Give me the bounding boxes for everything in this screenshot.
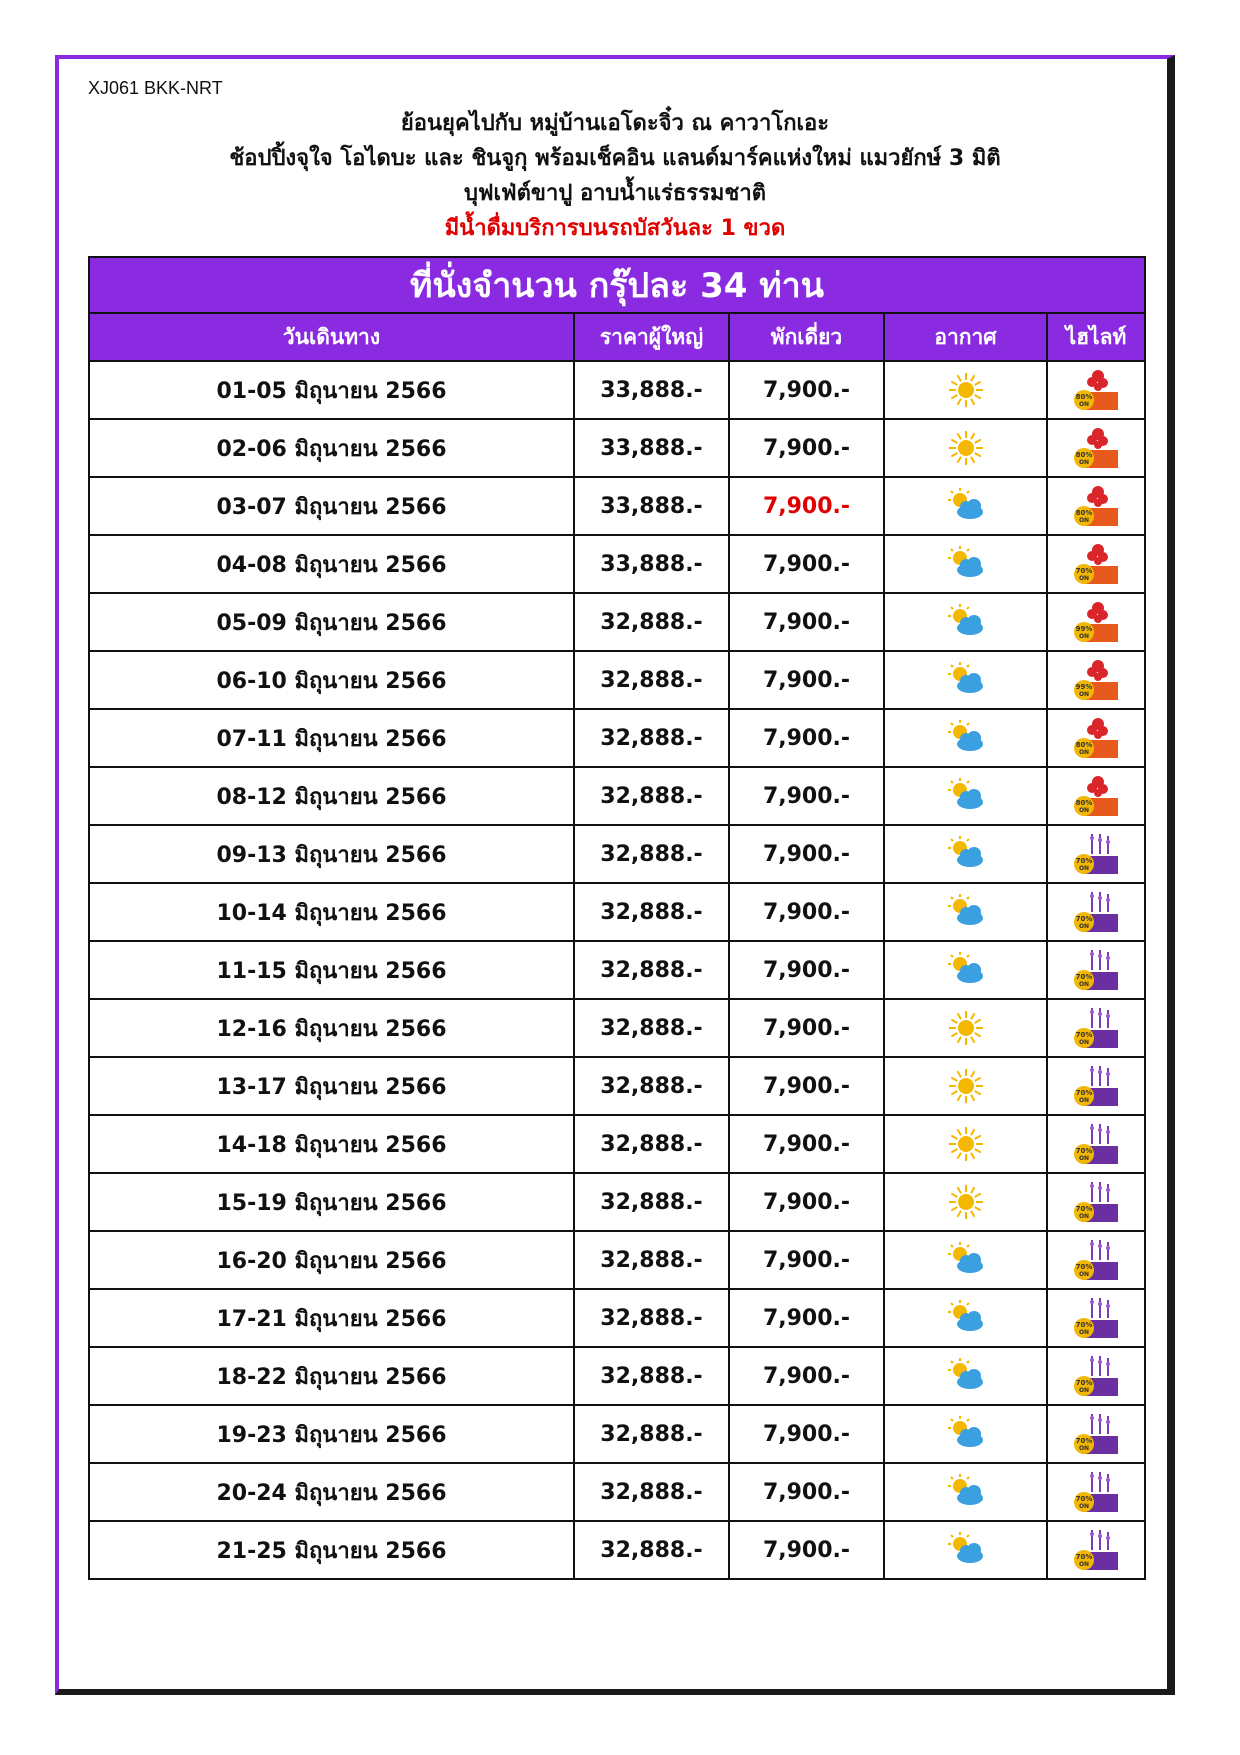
single-supplement: 7,900.-: [729, 825, 884, 883]
flower-highlight-icon: [1072, 656, 1120, 704]
highlight-cell: [1047, 477, 1145, 535]
table-row: [89, 1173, 1145, 1231]
table-row: [89, 883, 1145, 941]
svg-text:ON: ON: [1078, 1561, 1090, 1568]
adult-price: 32,888.-: [574, 1521, 729, 1579]
lavender-highlight-icon: [1072, 1062, 1120, 1110]
single-supplement: 7,900.-: [729, 709, 884, 767]
sun-icon: [946, 1008, 986, 1048]
adult-price: 32,888.-: [574, 941, 729, 999]
highlight-cell: [1047, 999, 1145, 1057]
single-supplement: 7,900.-: [729, 999, 884, 1057]
weather-cell: [884, 767, 1047, 825]
weather-cell: [884, 1347, 1047, 1405]
highlight-cell: [1047, 419, 1145, 477]
highlight-cell: [1047, 1347, 1145, 1405]
single-supplement: 7,900.-: [729, 883, 884, 941]
highlight-cell: [1047, 883, 1145, 941]
svg-text:70%: 70%: [1075, 1379, 1093, 1387]
travel-date: 12-16 มิถุนายน 2566: [89, 999, 574, 1057]
highlight-cell: [1047, 825, 1145, 883]
travel-date: 07-11 มิถุนายน 2566: [89, 709, 574, 767]
weather-cell: [884, 1057, 1047, 1115]
travel-date: 15-19 มิถุนายน 2566: [89, 1173, 574, 1231]
svg-text:ON: ON: [1078, 923, 1090, 930]
table-row: [89, 1057, 1145, 1115]
svg-text:ON: ON: [1078, 981, 1090, 988]
lavender-highlight-icon: [1072, 830, 1120, 878]
adult-price: 32,888.-: [574, 1405, 729, 1463]
table-row: [89, 419, 1145, 477]
svg-text:80%: 80%: [1075, 741, 1093, 749]
table-row: [89, 1521, 1145, 1579]
svg-text:ON: ON: [1078, 401, 1090, 408]
table-row: [89, 651, 1145, 709]
svg-text:ON: ON: [1078, 459, 1090, 466]
adult-price: 32,888.-: [574, 883, 729, 941]
header-line-2: ช้อปปิ้งจุใจ โอไดบะ และ ชินจูกุ พร้อมเช็คอิน แลนด์มาร์คแห่งใหม่ แมวยักษ์ 3 มิติ: [229, 146, 1001, 171]
svg-text:ON: ON: [1078, 1271, 1090, 1278]
weather-cell: [884, 941, 1047, 999]
flower-highlight-icon: [1072, 540, 1120, 588]
cloud-sun-icon: [946, 486, 986, 526]
svg-text:70%: 70%: [1075, 567, 1093, 575]
sun-icon: [946, 1124, 986, 1164]
highlight-cell: [1047, 1057, 1145, 1115]
svg-text:70%: 70%: [1075, 1495, 1093, 1503]
adult-price: 32,888.-: [574, 1463, 729, 1521]
flower-highlight-icon: [1072, 714, 1120, 762]
cloud-sun-icon: [946, 892, 986, 932]
weather-cell: [884, 361, 1047, 419]
weather-cell: [884, 1173, 1047, 1231]
travel-date: 17-21 มิถุนายน 2566: [89, 1289, 574, 1347]
svg-text:ON: ON: [1078, 1155, 1090, 1162]
svg-text:80%: 80%: [1075, 509, 1093, 517]
flower-highlight-icon: [1072, 366, 1120, 414]
single-supplement: 7,900.-: [729, 941, 884, 999]
single-supplement: 7,900.-: [729, 593, 884, 651]
weather-cell: [884, 1521, 1047, 1579]
adult-price: 33,888.-: [574, 535, 729, 593]
lavender-highlight-icon: [1072, 1004, 1120, 1052]
flower-highlight-icon: [1072, 772, 1120, 820]
travel-date: 08-12 มิถุนายน 2566: [89, 767, 574, 825]
table-row: [89, 1347, 1145, 1405]
header-line-3: บุฟเฟ่ต์ขาปู อาบน้ำแร่ธรรมชาติ: [464, 181, 766, 206]
highlight-cell: [1047, 1463, 1145, 1521]
weather-cell: [884, 419, 1047, 477]
adult-price: 32,888.-: [574, 1057, 729, 1115]
svg-text:70%: 70%: [1075, 973, 1093, 981]
table-row: [89, 593, 1145, 651]
single-supplement: 7,900.-: [729, 1057, 884, 1115]
svg-text:70%: 70%: [1075, 857, 1093, 865]
adult-price: 32,888.-: [574, 1347, 729, 1405]
single-supplement: 7,900.-: [729, 651, 884, 709]
svg-text:80%: 80%: [1075, 451, 1093, 459]
flower-highlight-icon: [1072, 424, 1120, 472]
weather-cell: [884, 535, 1047, 593]
cloud-sun-icon: [946, 776, 986, 816]
highlight-cell: [1047, 1231, 1145, 1289]
svg-text:70%: 70%: [1075, 1147, 1093, 1155]
table-row: [89, 825, 1145, 883]
svg-text:ON: ON: [1078, 517, 1090, 524]
lavender-highlight-icon: [1072, 1120, 1120, 1168]
single-supplement: 7,900.-: [729, 1115, 884, 1173]
svg-text:ON: ON: [1078, 1387, 1090, 1394]
table-banner: ที่นั่งจำนวน กรุ๊ปละ 34 ท่าน: [89, 257, 1145, 313]
svg-text:ON: ON: [1078, 1329, 1090, 1336]
price-table: [88, 256, 1146, 1580]
weather-cell: [884, 709, 1047, 767]
table-row: [89, 1405, 1145, 1463]
table-row: [89, 477, 1145, 535]
single-supplement: 7,900.-: [729, 1347, 884, 1405]
lavender-highlight-icon: [1072, 1236, 1120, 1284]
weather-cell: [884, 477, 1047, 535]
adult-price: 33,888.-: [574, 477, 729, 535]
single-supplement: 7,900.-: [729, 477, 884, 535]
cloud-sun-icon: [946, 544, 986, 584]
table-row: [89, 535, 1145, 593]
highlight-cell: [1047, 1521, 1145, 1579]
travel-date: 16-20 มิถุนายน 2566: [89, 1231, 574, 1289]
weather-cell: [884, 999, 1047, 1057]
weather-cell: [884, 1463, 1047, 1521]
travel-date: 03-07 มิถุนายน 2566: [89, 477, 574, 535]
travel-date: 11-15 มิถุนายน 2566: [89, 941, 574, 999]
svg-text:ON: ON: [1078, 1097, 1090, 1104]
adult-price: 32,888.-: [574, 1115, 729, 1173]
adult-price: 32,888.-: [574, 1173, 729, 1231]
table-row: [89, 1289, 1145, 1347]
svg-text:ON: ON: [1078, 1445, 1090, 1452]
highlight-cell: [1047, 941, 1145, 999]
cloud-sun-icon: [946, 1356, 986, 1396]
svg-text:70%: 70%: [1075, 915, 1093, 923]
svg-text:70%: 70%: [1075, 1263, 1093, 1271]
svg-text:ON: ON: [1078, 691, 1090, 698]
adult-price: 32,888.-: [574, 999, 729, 1057]
svg-text:ON: ON: [1078, 633, 1090, 640]
svg-text:70%: 70%: [1075, 1205, 1093, 1213]
single-supplement: 7,900.-: [729, 767, 884, 825]
weather-cell: [884, 651, 1047, 709]
single-supplement: 7,900.-: [729, 1231, 884, 1289]
weather-cell: [884, 825, 1047, 883]
weather-cell: [884, 1289, 1047, 1347]
table-row: [89, 709, 1145, 767]
single-supplement: 7,900.-: [729, 1521, 884, 1579]
highlight-cell: [1047, 767, 1145, 825]
cloud-sun-icon: [946, 602, 986, 642]
adult-price: 33,888.-: [574, 419, 729, 477]
table-row: [89, 1463, 1145, 1521]
cloud-sun-icon: [946, 1414, 986, 1454]
single-supplement: 7,900.-: [729, 1289, 884, 1347]
cloud-sun-icon: [946, 660, 986, 700]
travel-date: 21-25 มิถุนายน 2566: [89, 1521, 574, 1579]
single-supplement: 7,900.-: [729, 1463, 884, 1521]
svg-text:ON: ON: [1078, 1039, 1090, 1046]
svg-text:80%: 80%: [1075, 393, 1093, 401]
svg-text:ON: ON: [1078, 1503, 1090, 1510]
column-header-weather: อากาศ: [884, 313, 1047, 361]
svg-text:ON: ON: [1078, 807, 1090, 814]
highlight-cell: [1047, 1289, 1145, 1347]
sun-icon: [946, 428, 986, 468]
svg-text:80%: 80%: [1075, 799, 1093, 807]
weather-cell: [884, 1405, 1047, 1463]
adult-price: 32,888.-: [574, 709, 729, 767]
lavender-highlight-icon: [1072, 1178, 1120, 1226]
cloud-sun-icon: [946, 1298, 986, 1338]
highlight-cell: [1047, 1115, 1145, 1173]
highlight-cell: [1047, 361, 1145, 419]
svg-text:70%: 70%: [1075, 1321, 1093, 1329]
cloud-sun-icon: [946, 1472, 986, 1512]
adult-price: 32,888.-: [574, 651, 729, 709]
travel-date: 19-23 มิถุนายน 2566: [89, 1405, 574, 1463]
tour-code: XJ061 BKK-NRT: [88, 78, 223, 98]
svg-text:ON: ON: [1078, 865, 1090, 872]
travel-date: 06-10 มิถุนายน 2566: [89, 651, 574, 709]
adult-price: 33,888.-: [574, 361, 729, 419]
lavender-highlight-icon: [1072, 946, 1120, 994]
column-header-price: ราคาผู้ใหญ่: [574, 313, 729, 361]
table-row: [89, 941, 1145, 999]
weather-cell: [884, 1231, 1047, 1289]
highlight-cell: [1047, 1405, 1145, 1463]
highlight-cell: [1047, 651, 1145, 709]
cloud-sun-icon: [946, 950, 986, 990]
weather-cell: [884, 593, 1047, 651]
adult-price: 32,888.-: [574, 1231, 729, 1289]
svg-text:ON: ON: [1078, 575, 1090, 582]
highlight-cell: [1047, 709, 1145, 767]
adult-price: 32,888.-: [574, 593, 729, 651]
table-row: [89, 767, 1145, 825]
svg-text:99%: 99%: [1075, 683, 1093, 691]
sun-icon: [946, 1182, 986, 1222]
single-supplement: 7,900.-: [729, 1173, 884, 1231]
column-header-highlight: ไฮไลท์: [1047, 313, 1145, 361]
svg-text:70%: 70%: [1075, 1031, 1093, 1039]
travel-date: 02-06 มิถุนายน 2566: [89, 419, 574, 477]
travel-date: 20-24 มิถุนายน 2566: [89, 1463, 574, 1521]
table-body: [89, 361, 1145, 1579]
header-line-4: มีน้ำดื่มบริการบนรถบัสวันละ 1 ขวด: [444, 216, 786, 241]
column-header-single: พักเดี่ยว: [729, 313, 884, 361]
header-line-1: ย้อนยุคไปกับ หมู่บ้านเอโดะจิ๋ว ณ คาวาโกเอะ: [400, 111, 830, 136]
highlight-cell: [1047, 535, 1145, 593]
adult-price: 32,888.-: [574, 825, 729, 883]
adult-price: 32,888.-: [574, 1289, 729, 1347]
weather-cell: [884, 883, 1047, 941]
travel-date: 18-22 มิถุนายน 2566: [89, 1347, 574, 1405]
weather-cell: [884, 1115, 1047, 1173]
cloud-sun-icon: [946, 1240, 986, 1280]
lavender-highlight-icon: [1072, 1526, 1120, 1574]
table-row: [89, 1115, 1145, 1173]
single-supplement: 7,900.-: [729, 1405, 884, 1463]
travel-date: 04-08 มิถุนายน 2566: [89, 535, 574, 593]
travel-date: 14-18 มิถุนายน 2566: [89, 1115, 574, 1173]
svg-text:ON: ON: [1078, 749, 1090, 756]
travel-date: 05-09 มิถุนายน 2566: [89, 593, 574, 651]
travel-date: 09-13 มิถุนายน 2566: [89, 825, 574, 883]
flower-highlight-icon: [1072, 598, 1120, 646]
column-header-date: วันเดินทาง: [89, 313, 574, 361]
cloud-sun-icon: [946, 834, 986, 874]
table-row: [89, 361, 1145, 419]
cloud-sun-icon: [946, 718, 986, 758]
sun-icon: [946, 1066, 986, 1106]
svg-text:70%: 70%: [1075, 1553, 1093, 1561]
highlight-cell: [1047, 593, 1145, 651]
travel-date: 13-17 มิถุนายน 2566: [89, 1057, 574, 1115]
cloud-sun-icon: [946, 1530, 986, 1570]
svg-text:70%: 70%: [1075, 1089, 1093, 1097]
lavender-highlight-icon: [1072, 888, 1120, 936]
table-row: [89, 1231, 1145, 1289]
svg-text:99%: 99%: [1075, 625, 1093, 633]
travel-date: 01-05 มิถุนายน 2566: [89, 361, 574, 419]
svg-text:70%: 70%: [1075, 1437, 1093, 1445]
lavender-highlight-icon: [1072, 1410, 1120, 1458]
travel-date: 10-14 มิถุนายน 2566: [89, 883, 574, 941]
lavender-highlight-icon: [1072, 1294, 1120, 1342]
adult-price: 32,888.-: [574, 767, 729, 825]
single-supplement: 7,900.-: [729, 535, 884, 593]
lavender-highlight-icon: [1072, 1468, 1120, 1516]
table-row: [89, 999, 1145, 1057]
flower-highlight-icon: [1072, 482, 1120, 530]
single-supplement: 7,900.-: [729, 419, 884, 477]
lavender-highlight-icon: [1072, 1352, 1120, 1400]
single-supplement: 7,900.-: [729, 361, 884, 419]
highlight-cell: [1047, 1173, 1145, 1231]
sun-icon: [946, 370, 986, 410]
svg-text:ON: ON: [1078, 1213, 1090, 1220]
